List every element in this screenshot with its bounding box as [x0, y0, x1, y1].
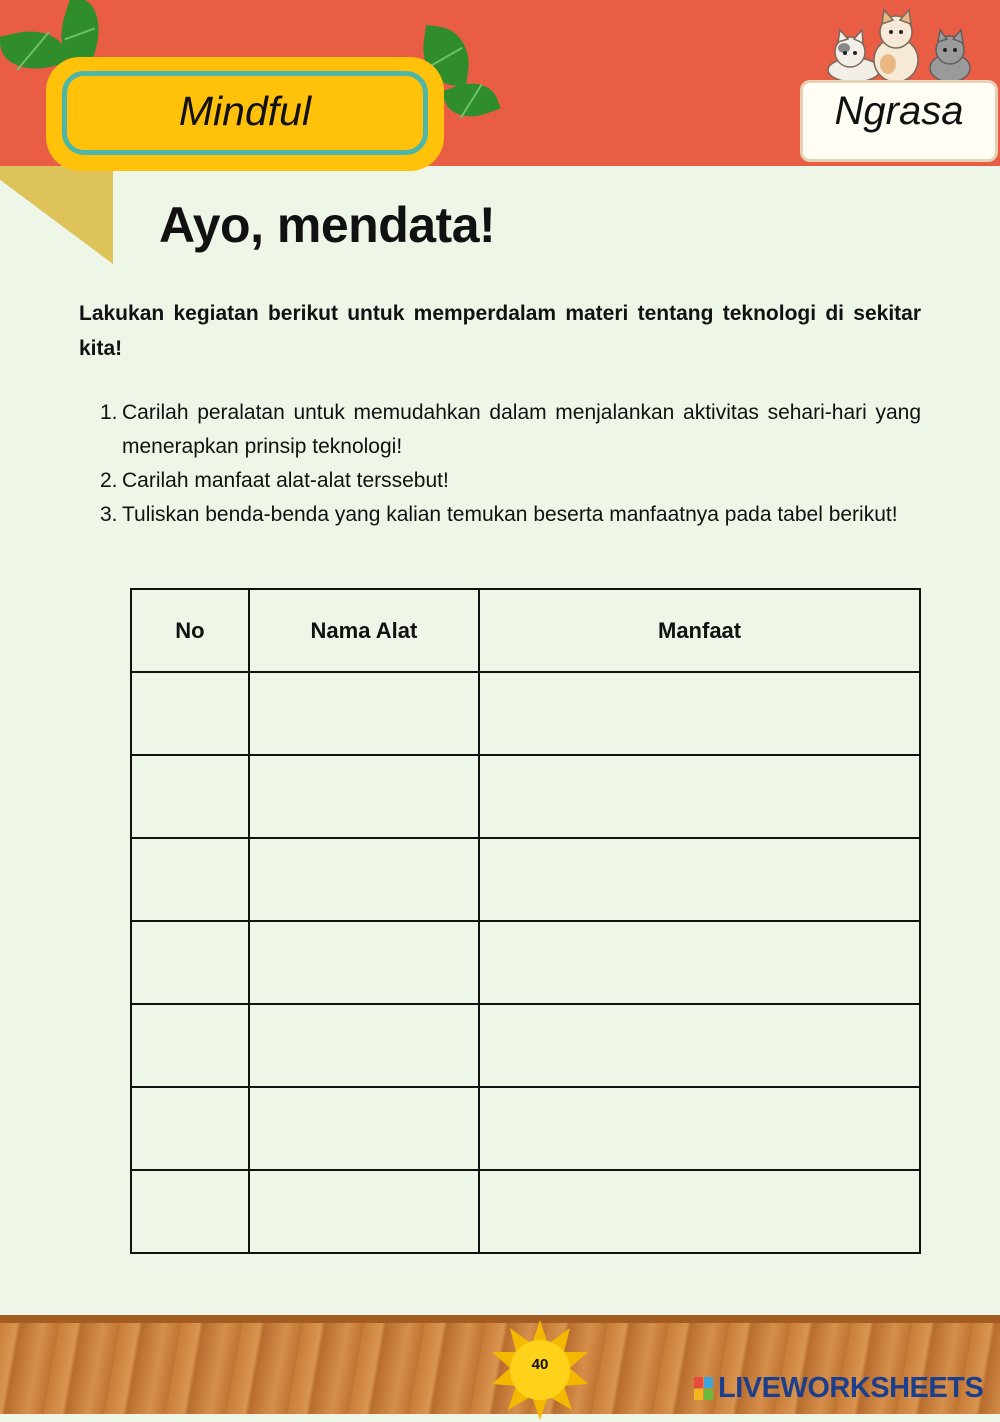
table-row: [131, 672, 920, 755]
cell-manfaat[interactable]: [479, 921, 920, 1004]
list-item: [100, 396, 921, 464]
list-item: [100, 498, 921, 532]
cell-no[interactable]: [131, 921, 249, 1004]
cell-nama-alat[interactable]: [249, 1004, 479, 1087]
worksheet-table: [130, 588, 921, 1254]
cats-illustration-icon: [824, 8, 974, 84]
tag-label: Ngrasa: [834, 89, 964, 133]
header-nama-alat: Nama Alat: [249, 589, 479, 672]
cell-nama-alat[interactable]: [249, 672, 479, 755]
table-row: [131, 1004, 920, 1087]
list-number: 2.: [100, 469, 118, 492]
cell-no[interactable]: [131, 1004, 249, 1087]
list-item: [100, 464, 921, 498]
cell-manfaat[interactable]: [479, 1170, 920, 1253]
cell-manfaat[interactable]: [479, 838, 920, 921]
section-label: Mindful: [178, 88, 312, 134]
cell-manfaat[interactable]: [479, 1087, 920, 1170]
cell-nama-alat[interactable]: [249, 1170, 479, 1253]
brand-watermark[interactable]: LIVEWORKSHEETS: [718, 1372, 984, 1404]
header-manfaat: Manfaat: [479, 589, 920, 672]
page-title: Ayo, mendata!: [159, 197, 496, 253]
instruction-list: [100, 396, 921, 532]
cell-nama-alat[interactable]: [249, 921, 479, 1004]
intro-text: Lakukan kegiatan berikut untuk memperdalam materi tentang teknologi di sekitar kita!: [79, 302, 921, 360]
cell-manfaat[interactable]: [479, 672, 920, 755]
table-row: [131, 921, 920, 1004]
corner-accent: [0, 166, 113, 264]
list-text: Carilah manfaat alat-alat terssebut!: [122, 469, 449, 492]
table-row: [131, 1170, 920, 1253]
cell-manfaat[interactable]: [479, 1004, 920, 1087]
cell-no[interactable]: [131, 755, 249, 838]
table-header-row: [131, 589, 920, 672]
cell-manfaat[interactable]: [479, 755, 920, 838]
table-row: [131, 838, 920, 921]
cell-no[interactable]: [131, 1087, 249, 1170]
table-row: [131, 755, 920, 838]
table-row: [131, 1087, 920, 1170]
list-text: Carilah peralatan untuk memudahkan dalam menjalankan aktivitas sehari-hari yang menerapkan prinsip teknologi!: [122, 401, 921, 458]
cell-nama-alat[interactable]: [249, 755, 479, 838]
list-number: 3.: [100, 503, 118, 526]
list-text: Tuliskan benda-benda yang kalian temukan beserta manfaatnya pada tabel berikut!: [122, 503, 898, 526]
cell-no[interactable]: [131, 1170, 249, 1253]
list-number: 1.: [100, 401, 118, 424]
cell-nama-alat[interactable]: [249, 838, 479, 921]
table-body: [131, 672, 920, 1253]
cell-nama-alat[interactable]: [249, 1087, 479, 1170]
page-number: 40: [531, 1356, 549, 1373]
cell-no[interactable]: [131, 838, 249, 921]
header-no: No: [131, 589, 249, 672]
cell-no[interactable]: [131, 672, 249, 755]
liveworksheets-logo-icon: [694, 1377, 714, 1401]
